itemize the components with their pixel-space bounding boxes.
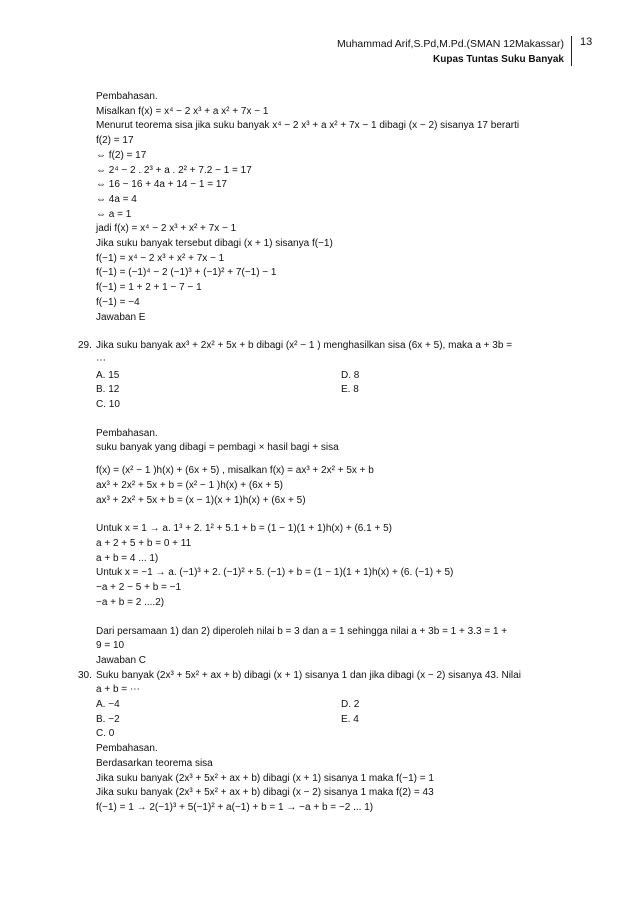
- option-right: D. 2: [341, 699, 360, 711]
- text-line: Misalkan f(x) = x⁴ − 2 x³ + a x² + 7x − 1: [96, 105, 269, 117]
- text-line: 9 = 10: [96, 640, 125, 652]
- text-line: Jika suku banyak (2x³ + 5x² + ax + b) dibagi (x + 1) sisanya 1 maka f(−1) = 1: [96, 772, 434, 784]
- solution-conclusion: [96, 625, 566, 669]
- answer-options: [96, 698, 566, 742]
- option-left: A. −4: [96, 699, 120, 711]
- option-row: [96, 727, 566, 742]
- option-row: [96, 369, 566, 384]
- question-stem-cont: a + b = ⋯: [96, 684, 140, 696]
- author-line: Muhammad Arif,S.Pd,M.Pd.(SMAN 12Makassar): [337, 38, 564, 50]
- text-line: Untuk x = 1 → a. 1³ + 2. 1² + 5.1 + b = (1 − 1)(1 + 1)h(x) + (6.1 + 5): [96, 523, 392, 535]
- text-line: Jika suku banyak tersebut dibagi (x + 1) sisanya f(−1): [96, 238, 333, 250]
- option-right: D. 8: [341, 369, 360, 381]
- text-line: f(−1) = 1 → 2(−1)³ + 5(−1)² + a(−1) + b = 1 → −a + b = −2 ... 1): [96, 801, 374, 813]
- text-line: Dari persamaan 1) dan 2) diperoleh nilai b = 3 dan a = 1 sehingga nilai a + 3b = 1 + 3.3 = 1 +: [96, 625, 508, 637]
- solution-block-28: [96, 90, 566, 325]
- answer-options: [96, 369, 566, 413]
- question-number: 29.: [78, 340, 92, 352]
- option-right: E. 8: [341, 384, 359, 396]
- text-line: ax³ + 2x² + 5x + b = (x² − 1 )h(x) + (6x + 5): [96, 479, 284, 491]
- question-number: 30.: [78, 669, 92, 681]
- text-line: Jika suku banyak (2x³ + 5x² + ax + b) dibagi (x − 2) sisanya 1 maka f(2) = 43: [96, 787, 434, 799]
- text-line: Jawaban C: [96, 654, 147, 666]
- option-left: C. 0: [96, 728, 115, 740]
- text-line: jadi f(x) = x⁴ − 2 x³ + x² + 7x − 1: [96, 223, 237, 235]
- question-29: [78, 339, 566, 668]
- text-line: ⇔ f(2) = 17: [96, 149, 147, 161]
- text-line: Jawaban E: [96, 311, 146, 323]
- solution-setup: [96, 464, 566, 508]
- header-divider: [571, 36, 572, 66]
- solution-substitution: [96, 522, 566, 610]
- text-line: ⇔ a = 1: [96, 208, 132, 220]
- text-line: suku banyak yang dibagi = pembagi × hasil bagi + sisa: [96, 442, 339, 454]
- text-line: ⇔ 4a = 4: [96, 193, 137, 205]
- option-left: A. 15: [96, 369, 120, 381]
- text-line: f(x) = (x² − 1 )h(x) + (6x + 5) , misalkan f(x) = ax³ + 2x² + 5x + b: [96, 465, 374, 477]
- text-line: Pembahasan.: [96, 91, 158, 102]
- text-line: f(−1) = x⁴ − 2 x³ + x² + 7x − 1: [96, 252, 225, 264]
- text-line: Menurut teorema sisa jika suku banyak x⁴ − 2 x³ + a x² + 7x − 1 dibagi (x − 2) sisanya 17 berarti: [96, 120, 520, 132]
- text-line: f(−1) = −4: [96, 296, 140, 308]
- text-line: −a + 2 − 5 + b = −1: [96, 582, 182, 594]
- text-line: Berdasarkan teorema sisa: [96, 757, 213, 769]
- text-line: Untuk x = −1 → a. (−1)³ + 2. (−1)² + 5. (−1) + b = (1 − 1)(1 + 1)h(x) + (6. (−1) + 5): [96, 567, 454, 579]
- text-line: f(−1) = 1 + 2 + 1 − 7 − 1: [96, 282, 202, 294]
- text-line: a + b = 4 ... 1): [96, 552, 159, 564]
- question-stem: Suku banyak (2x³ + 5x² + ax + b) dibagi (x + 1) sisanya 1 dan jika dibagi (x − 2) sisanya 43. Nilai: [96, 669, 521, 681]
- option-row: [96, 383, 566, 398]
- page-content: [78, 90, 566, 816]
- solution-block-30: [96, 742, 566, 816]
- option-left: B. −2: [96, 713, 120, 725]
- text-line: −a + b = 2 ....2): [96, 596, 165, 608]
- question-30: [78, 669, 566, 816]
- option-right: E. 4: [341, 713, 359, 725]
- solution-intro: [96, 427, 566, 456]
- text-line: f(2) = 17: [96, 135, 134, 147]
- option-left: C. 10: [96, 399, 120, 411]
- option-row: [96, 713, 566, 728]
- option-row: [96, 698, 566, 713]
- question-stem-cont: ⋯: [96, 354, 106, 366]
- text-line: a + 2 + 5 + b = 0 + 11: [96, 537, 192, 549]
- option-row: [96, 398, 566, 413]
- text-line: f(−1) = (−1)⁴ − 2 (−1)³ + (−1)² + 7(−1) − 1: [96, 267, 277, 279]
- text-line: Pembahasan.: [96, 743, 158, 755]
- page-number: 13: [580, 36, 593, 48]
- text-line: Pembahasan.: [96, 427, 158, 439]
- question-stem: Jika suku banyak ax³ + 2x² + 5x + b dibagi (x² − 1 ) menghasilkan sisa (6x + 5), maka a + 3b =: [96, 340, 513, 352]
- text-line: ⇔ 2⁴ − 2 . 2³ + a . 2² + 7.2 − 1 = 17: [96, 164, 252, 176]
- option-left: B. 12: [96, 384, 120, 396]
- text-line: ⇔ 16 − 16 + 4a + 14 − 1 = 17: [96, 179, 227, 191]
- book-title: Kupas Tuntas Suku Banyak: [433, 54, 564, 65]
- page-header: [337, 36, 564, 68]
- text-line: ax³ + 2x² + 5x + b = (x − 1)(x + 1)h(x) + (6x + 5): [96, 494, 306, 506]
